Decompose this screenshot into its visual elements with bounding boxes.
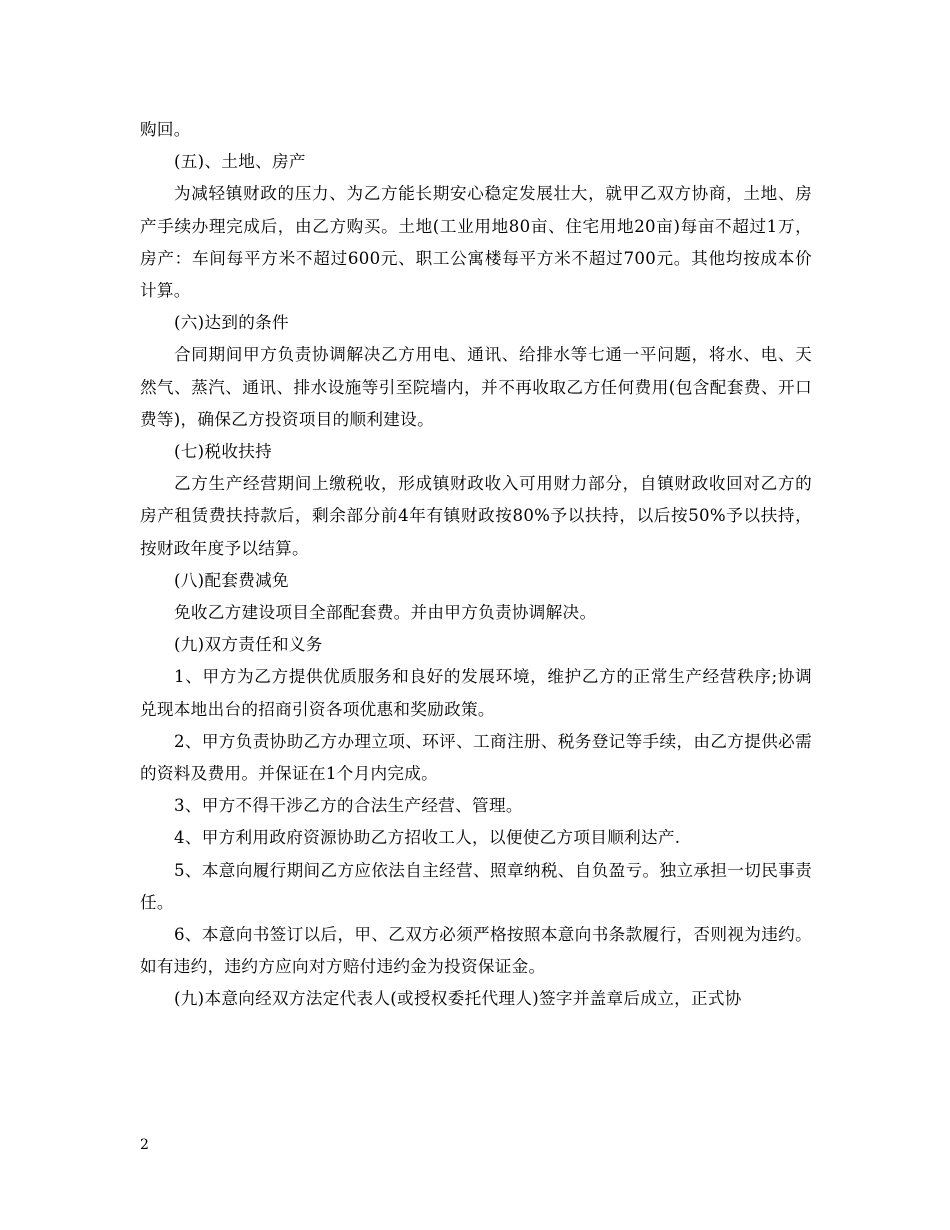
- section-heading-5: (五)、土地、房产: [174, 152, 306, 172]
- list-item-3: 3、甲方不得干涉乙方的合法生产经营、管理。: [174, 796, 523, 816]
- paragraph-land-property: 为减轻镇财政的压力、为乙方能长期安心稳定发展壮大，就甲乙双方协商，土地、房产手续办理完成后，由乙方购买。土地(工业用地80亩、住宅用地20亩)每亩不超过1万，房产：车间每平方米不超过600元、职工公寓楼每平方米不超过700元。其他均按成本价计算。: [140, 184, 812, 301]
- paragraph-effectiveness: (九)本意向经双方法定代表人(或授权委托代理人)签字并盖章后成立，正式协: [174, 989, 742, 1009]
- list-item-5: 5、本意向履行期间乙方应依法自主经营、照章纳税、自负盈亏。独立承担一切民事责任。: [140, 860, 812, 912]
- paragraph-fee-exemption: 免收乙方建设项目全部配套费。并由甲方负责协调解决。: [174, 603, 597, 623]
- section-heading-9: (九)双方责任和义务: [174, 635, 323, 655]
- paragraph-tax-support: 乙方生产经营期间上缴税收，形成镇财政收入可用财力部分，自镇财政收回对乙方的房产租赁费扶持款后，剩余部分前4年有镇财政按80%予以扶持，以后按50%予以扶持，按财政年度予以结算。: [140, 474, 812, 558]
- list-item-4: 4、甲方利用政府资源协助乙方招收工人，以便使乙方项目顺利达产.: [174, 828, 681, 848]
- section-heading-7: (七)税收扶持: [174, 442, 273, 462]
- paragraph-0: 购回。: [140, 120, 191, 139]
- list-item-2: 2、甲方负责协助乙方办理立项、环评、工商注册、税务登记等手续，由乙方提供必需的资料及费用。并保证在1个月内完成。: [140, 731, 812, 784]
- paragraph-conditions: 合同期间甲方负责协调解决乙方用电、通讯、给排水等七通一平问题，将水、电、天然气、蒸汽、通讯、排水设施等引至院墙内，并不再收取乙方任何费用(包含配套费、开口费等)，确保乙方投资项目的顺利建设。: [140, 345, 812, 429]
- section-heading-6: (六)达到的条件: [174, 313, 289, 333]
- section-heading-8: (八)配套费减免: [174, 570, 289, 590]
- page-number: 2: [140, 1137, 149, 1153]
- list-item-1: 1、甲方为乙方提供优质服务和良好的发展环境，维护乙方的正常生产经营秩序;协调兑现本地出台的招商引资各项优惠和奖励政策。: [140, 667, 812, 719]
- document-body: [140, 114, 812, 1016]
- list-item-6: 6、本意向书签订以后，甲、乙双方必须严格按照本意向书条款履行，否则视为违约。如有违约，违约方应向对方赔付违约金为投资保证金。: [140, 925, 812, 977]
